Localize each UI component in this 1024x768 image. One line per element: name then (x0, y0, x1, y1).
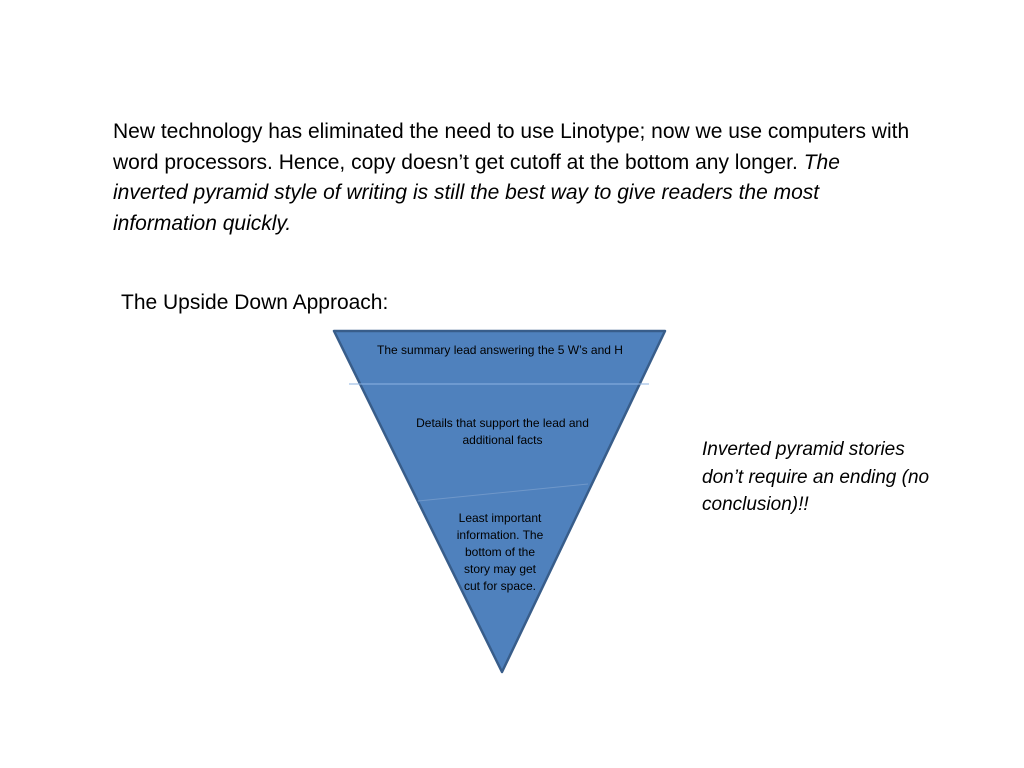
intro-plain-text: New technology has eliminated the need to use Linotype; now we use computers with word processors. Hence, copy doesn’t get cutoff at the bottom any longer. (113, 120, 910, 174)
pyramid-triangle (334, 331, 665, 672)
intro-italic-text: The inverted pyramid style of writing is still the best way to give readers the most information quickly. (113, 150, 840, 235)
tier-label-least-important: Least important information. The bottom of the story may get cut for space. (456, 511, 544, 593)
tier-label-summary-lead: The summary lead answering the 5 W’s and H (377, 343, 623, 357)
side-note: Inverted pyramid stories don’t require an ending (no conclusion)!! (702, 439, 930, 515)
tier-label-supporting-details: Details that support the lead and additional facts (416, 416, 589, 447)
section-heading: The Upside Down Approach: (121, 291, 389, 314)
